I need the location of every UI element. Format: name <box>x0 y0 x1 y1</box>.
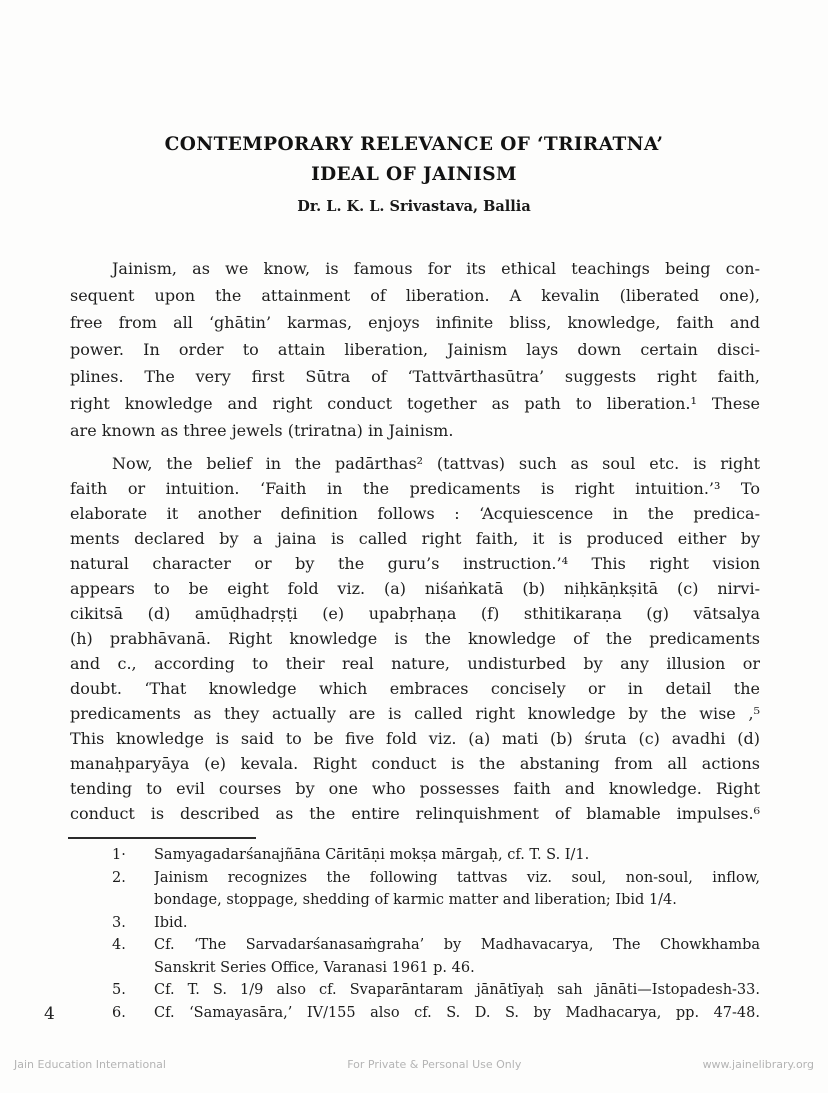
body-line: tending to evil courses by one who possesses faith and knowledge. Right <box>70 779 760 798</box>
footer-left-label: Jain Education International <box>14 1058 166 1071</box>
footnote-line: Cf. T. S. 1/9 also cf. Svaparāntaram jānātīyaḥ sah jānāti—Istopadesh-33. <box>154 982 760 998</box>
footnote-text <box>154 867 760 912</box>
body-line: (h) prabhāvanā. Right knowledge is the knowledge of the predicaments <box>70 629 760 648</box>
body-line: free from all ‘ghātin’ karmas, enjoys infinite bliss, knowledge, faith and <box>70 313 760 332</box>
footnote-line: Ibid. <box>154 914 188 931</box>
page-title-line-1: CONTEMPORARY RELEVANCE OF ‘TRIRATNA’ <box>164 134 664 155</box>
footnote-number: 2. <box>112 869 126 886</box>
footnote-item <box>112 1002 760 1025</box>
body-line: power. In order to attain liberation, Jainism lays down certain disci- <box>70 340 760 359</box>
footnote-line: Samyagadarśanajñāna Cāritāṇi mokṣa mārgaḥ, cf. T. S. I/1. <box>154 847 590 863</box>
author-byline: Dr. L. K. L. Srivastava, Ballia <box>297 198 531 215</box>
body-line: plines. The very first Sūtra of ‘Tattvārthasūtra’ suggests right faith, <box>70 367 760 386</box>
body-line: sequent upon the attainment of liberation. A kevalin (liberated one), <box>70 286 760 305</box>
footnote-line: Sanskrit Series Office, Varanasi 1961 p. 46. <box>154 959 475 976</box>
footnote-text <box>154 844 760 867</box>
footnote-number: 5. <box>112 982 126 998</box>
footnote-separator <box>68 837 256 839</box>
body-line: are known as three jewels (triratna) in Jainism. <box>70 421 454 440</box>
body-line: Now, the belief in the padārthas² (tattvas) such as soul etc. is right <box>112 454 760 473</box>
footnote-line: Cf. ‘Samayasāra,’ IV/155 also cf. S. D. S. by Madhacarya, pp. 47-48. <box>154 1004 760 1021</box>
footnote-number: 1· <box>112 847 126 863</box>
body-line: and c., according to their real nature, undisturbed by any illusion or <box>70 654 760 673</box>
body-line: predicaments as they actually are is called right knowledge by the wise ,⁵ <box>70 704 760 723</box>
body-line: Jainism, as we know, is famous for its ethical teachings being con- <box>112 259 760 278</box>
footnote-text <box>154 912 760 935</box>
body-line: cikitsā (d) amūḍhadṛṣṭi (e) upabṛhaṇa (f) sthitikaraṇa (g) vātsalya <box>70 604 760 623</box>
body-line: right knowledge and right conduct together as path to liberation.¹ These <box>70 394 760 413</box>
body-line: appears to be eight fold viz. (a) niśaṅkatā (b) niḥkāṇkṣitā (c) nirvi- <box>70 579 760 598</box>
page-title <box>0 130 828 190</box>
footnote-item <box>112 934 760 979</box>
body-line: faith or intuition. ‘Faith in the predicaments is right intuition.’³ To <box>70 479 760 498</box>
footnote-item <box>112 912 760 935</box>
footnote-item <box>112 979 760 1002</box>
footnotes-section <box>112 844 760 1024</box>
body-line: elaborate it another definition follows : ‘Acquiescence in the predica- <box>70 504 760 523</box>
page-number: 4 <box>44 1004 55 1024</box>
body-line: manaḥparyāya (e) kevala. Right conduct is the abstaning from all actions <box>70 754 760 773</box>
footnote-line: bondage, stoppage, shedding of karmic matter and liberation; Ibid 1/4. <box>154 892 677 908</box>
footer-center-label: For Private & Personal Use Only <box>347 1058 522 1071</box>
footnote-line: Jainism recognizes the following tattvas viz. soul, non-soul, inflow, <box>154 869 760 886</box>
body-line: natural character or by the guru’s instruction.’⁴ This right vision <box>70 554 760 573</box>
scan-footer <box>14 1058 814 1071</box>
footnote-number: 4. <box>112 937 126 953</box>
footnote-text <box>154 1002 760 1025</box>
footnote-line: Cf. ‘The Sarvadarśanasaṁgraha’ by Madhavacarya, The Chowkhamba <box>154 937 760 953</box>
paragraph-2 <box>70 451 760 826</box>
footnote-number: 6. <box>112 1004 126 1021</box>
footnote-text <box>154 979 760 1002</box>
body-line: This knowledge is said to be five fold viz. (a) mati (b) śruta (c) avadhi (d) <box>70 729 760 748</box>
body-line: conduct is described as the entire relinquishment of blamable impulses.⁶ <box>70 804 760 823</box>
body-line: ments declared by a jaina is called right faith, it is produced either by <box>70 529 760 548</box>
footnote-item <box>112 844 760 867</box>
paragraph-1 <box>70 255 760 444</box>
footnote-number: 3. <box>112 914 126 931</box>
page-title-line-2: IDEAL OF JAINISM <box>311 164 517 185</box>
body-line: doubt. ‘That knowledge which embraces concisely or in detail the <box>70 679 760 698</box>
footnote-text <box>154 934 760 979</box>
footnote-item <box>112 867 760 912</box>
footer-right-label: www.jainelibrary.org <box>702 1058 814 1071</box>
